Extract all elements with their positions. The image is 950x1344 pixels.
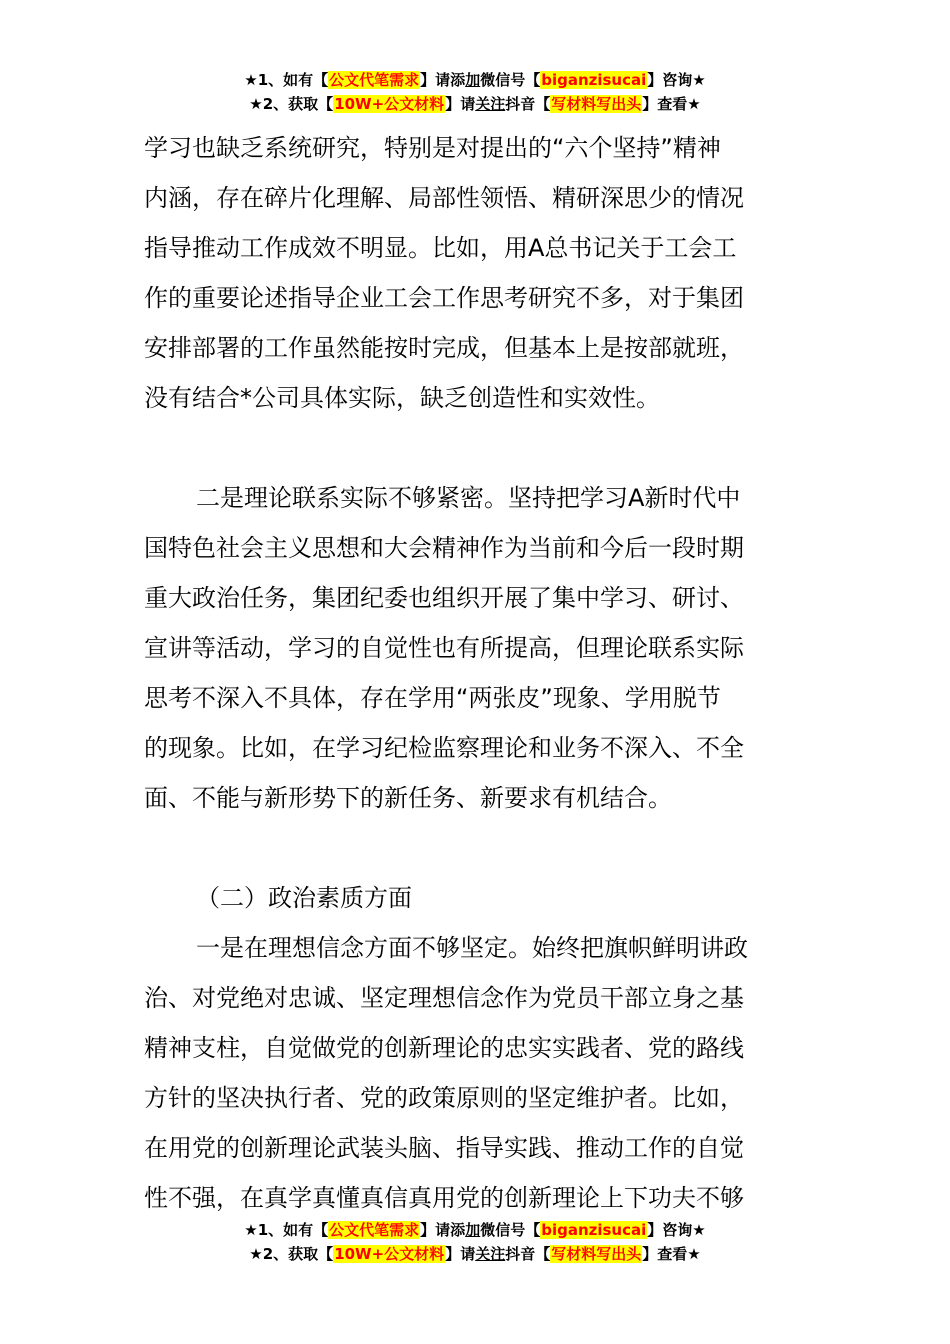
paragraph-gap (144, 423, 824, 473)
banner-text: 】请 (445, 95, 476, 113)
body-line: 思考不深入不具体，存在学用“两张皮”现象、学用脱节 (144, 684, 721, 712)
banner-text-underlined: 加 (465, 1221, 481, 1239)
highlight-service: 公文代笔需求 (329, 71, 420, 89)
banner-text: 】请添 (420, 1221, 466, 1239)
banner-text: 】咨询★ (647, 1221, 706, 1239)
section-heading: （二）政治素质方面 (196, 884, 412, 912)
body-line: 二是理论联系实际不够紧密。坚持把学习A新时代中 (196, 484, 741, 512)
body-line: 指导推动工作成效不明显。比如，用A总书记关于工会工 (144, 234, 737, 262)
body-line: 一是在理想信念方面不够坚定。始终把旗帜鲜明讲政 (196, 934, 748, 962)
banner-text: ★2、获取【 (249, 1245, 334, 1263)
body-line: 安排部署的工作虽然能按时完成，但基本上是按部就班， (144, 334, 744, 362)
highlight-douyin: 写材料写出头 (551, 1245, 642, 1263)
banner-text: 微信号【 (480, 71, 541, 89)
highlight-wechat-id: biganzisucai (541, 1221, 647, 1239)
banner-text-underlined: 关注 (475, 95, 506, 113)
body-line: 重大政治任务，集团纪委也组织开展了集中学习、研讨、 (144, 584, 744, 612)
banner-line-2 (0, 1242, 950, 1266)
banner-text: 抖音【 (505, 1245, 551, 1263)
body-line: 在用党的创新理论武装头脑、指导实践、推动工作的自觉 (144, 1134, 744, 1162)
banner-text: ★1、如有【 (244, 1221, 329, 1239)
paragraph-gap (144, 823, 824, 873)
banner-text: 】咨询★ (647, 71, 706, 89)
banner-text: 】请添 (420, 71, 466, 89)
highlight-service: 公文代笔需求 (329, 1221, 420, 1239)
banner-line-1 (0, 68, 950, 92)
body-line: 治、对党绝对忠诚、坚定理想信念作为党员干部立身之基 (144, 984, 744, 1012)
banner-text-underlined: 关注 (475, 1245, 506, 1263)
banner-text: ★1、如有【 (244, 71, 329, 89)
highlight-wechat-id: biganzisucai (541, 71, 647, 89)
body-line: 作的重要论述指导企业工会工作思考研究不多，对于集团 (144, 284, 744, 312)
body-line: 的现象。比如，在学习纪检监察理论和业务不深入、不全 (144, 734, 744, 762)
body-line: 方针的坚决执行者、党的政策原则的坚定维护者。比如， (144, 1084, 744, 1112)
header-banner (0, 68, 950, 116)
banner-line-2 (0, 92, 950, 116)
highlight-materials: 10W+公文材料 (334, 1245, 445, 1263)
document-body (144, 123, 824, 1223)
body-line: 宣讲等活动，学习的自觉性也有所提高，但理论联系实际 (144, 634, 744, 662)
body-line: 学习也缺乏系统研究，特别是对提出的“六个坚持”精神 (144, 134, 721, 162)
body-line: 内涵，存在碎片化理解、局部性领悟、精研深思少的情况 (144, 184, 744, 212)
banner-text: 微信号【 (480, 1221, 541, 1239)
banner-line-1 (0, 1218, 950, 1242)
banner-text: 】请 (445, 1245, 476, 1263)
highlight-materials: 10W+公文材料 (334, 95, 445, 113)
body-line: 国特色社会主义思想和大会精神作为当前和今后一段时期 (144, 534, 744, 562)
footer-banner (0, 1218, 950, 1266)
body-line: 精神支柱，自觉做党的创新理论的忠实实践者、党的路线 (144, 1034, 744, 1062)
banner-text: 】查看★ (642, 1245, 701, 1263)
body-line: 面、不能与新形势下的新任务、新要求有机结合。 (144, 784, 672, 812)
banner-text-underlined: 加 (465, 71, 481, 89)
body-line: 性不强，在真学真懂真信真用党的创新理论上下功夫不够 (144, 1184, 744, 1212)
highlight-douyin: 写材料写出头 (551, 95, 642, 113)
banner-text: 】查看★ (642, 95, 701, 113)
banner-text: 抖音【 (505, 95, 551, 113)
body-line: 没有结合*公司具体实际，缺乏创造性和实效性。 (144, 384, 660, 412)
banner-text: ★2、获取【 (249, 95, 334, 113)
